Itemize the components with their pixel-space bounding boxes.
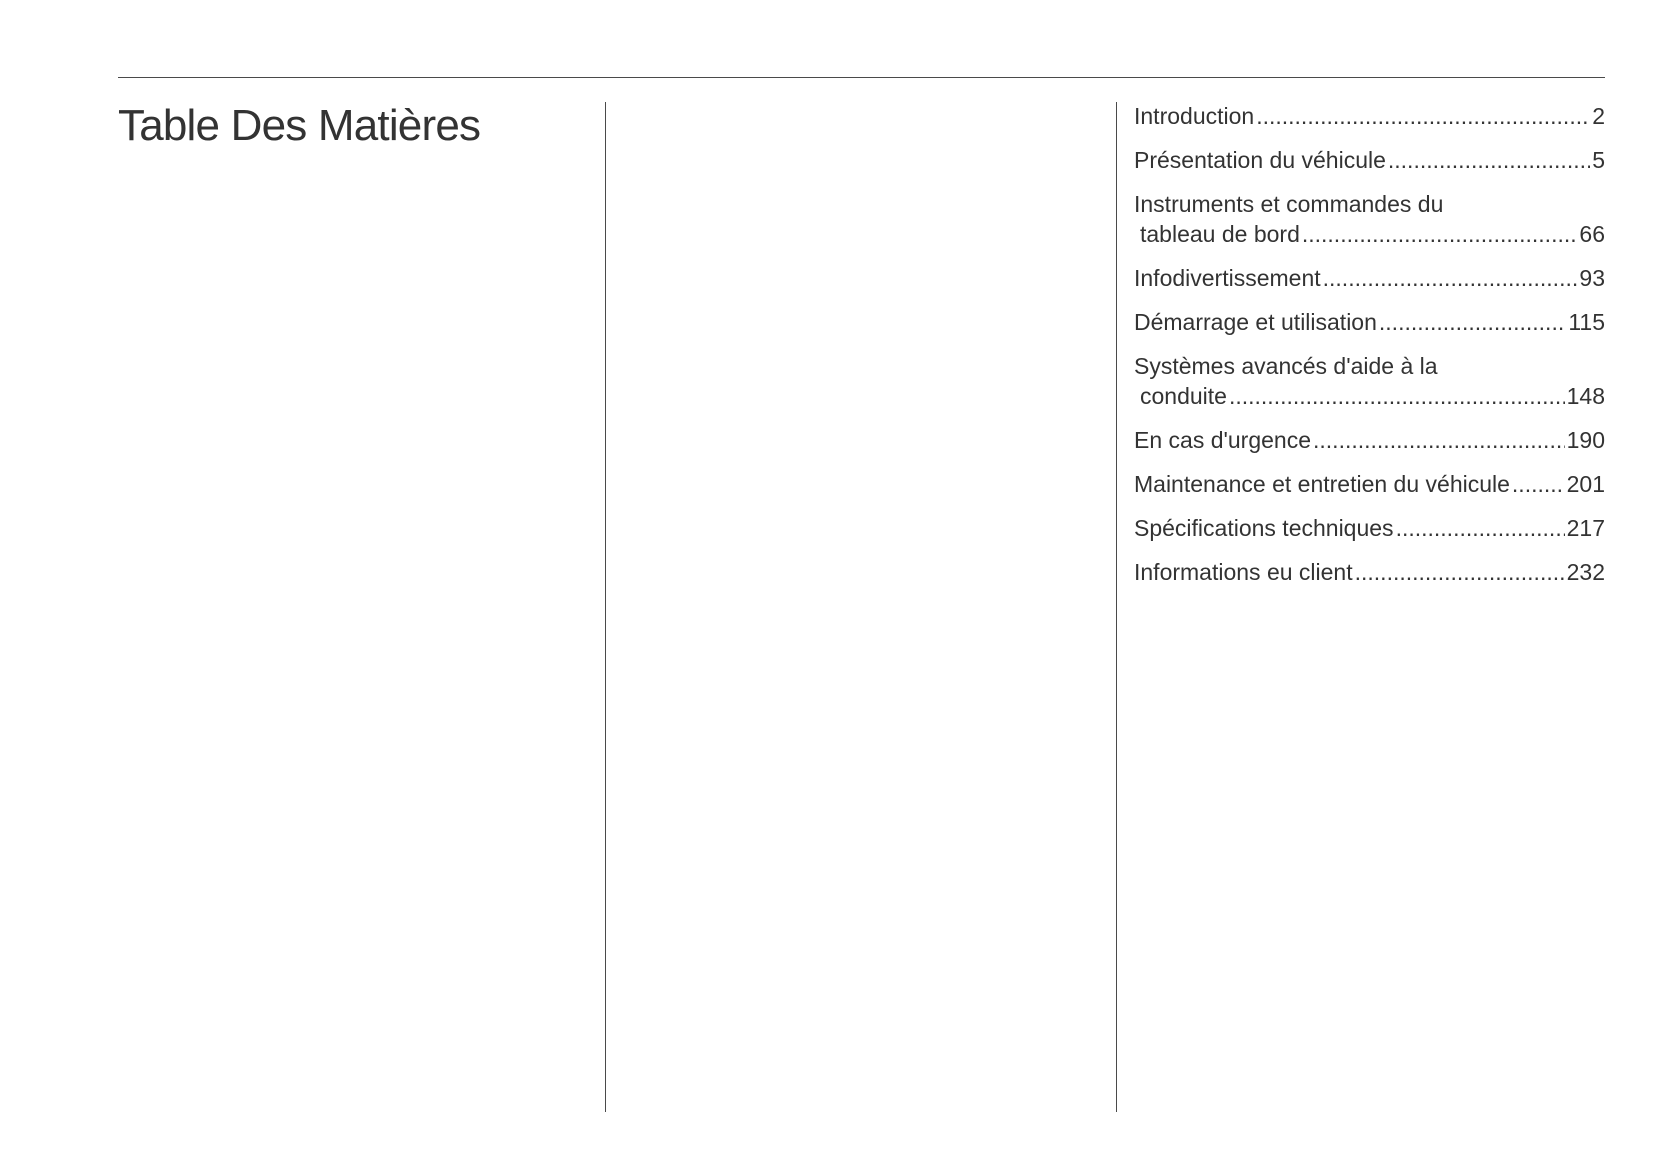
toc-entry-label: En cas d'urgence bbox=[1134, 427, 1312, 453]
toc-page-number: 5 bbox=[1592, 147, 1605, 173]
toc-entry-introduction[interactable] bbox=[1134, 101, 1605, 131]
toc-entry-label: Spécifications techniques bbox=[1134, 515, 1394, 541]
toc-page-number: 201 bbox=[1566, 471, 1605, 497]
column-divider-right bbox=[1116, 102, 1117, 1112]
toc-leader-dots bbox=[1396, 513, 1565, 543]
table-of-contents bbox=[1134, 101, 1605, 601]
toc-entry-label: conduite bbox=[1140, 383, 1227, 409]
toc-entry-informations-client[interactable] bbox=[1134, 557, 1605, 587]
toc-leader-dots bbox=[1512, 469, 1565, 499]
column-divider-left bbox=[605, 102, 606, 1112]
toc-page-number: 66 bbox=[1579, 221, 1605, 247]
toc-entry-en-cas-urgence[interactable] bbox=[1134, 425, 1605, 455]
toc-entry-systemes-aide-conduite[interactable] bbox=[1134, 351, 1605, 411]
page-title: Table Des Matières bbox=[118, 101, 481, 150]
toc-leader-dots bbox=[1302, 219, 1578, 249]
toc-entry-label: Informations eu client bbox=[1134, 559, 1353, 585]
toc-entry-label: Introduction bbox=[1134, 103, 1255, 129]
toc-entry-infodivertissement[interactable] bbox=[1134, 263, 1605, 293]
toc-leader-dots bbox=[1229, 381, 1565, 411]
toc-page-number: 217 bbox=[1566, 515, 1605, 541]
toc-entry-label: Maintenance et entretien du véhicule bbox=[1134, 471, 1510, 497]
toc-leader-dots bbox=[1323, 263, 1578, 293]
toc-leader-dots bbox=[1379, 307, 1566, 337]
toc-entry-demarrage-utilisation[interactable] bbox=[1134, 307, 1605, 337]
toc-entry-instruments-commandes[interactable] bbox=[1134, 189, 1605, 249]
toc-leader-dots bbox=[1256, 101, 1590, 131]
toc-entry-label: Infodivertissement bbox=[1134, 265, 1321, 291]
toc-entry-label: Présentation du véhicule bbox=[1134, 147, 1386, 173]
toc-entry-label-line1: Instruments et commandes du bbox=[1134, 191, 1444, 217]
toc-page-number: 2 bbox=[1592, 103, 1605, 129]
header-rule bbox=[118, 77, 1605, 78]
toc-leader-dots bbox=[1355, 557, 1565, 587]
toc-entry-label: tableau de bord bbox=[1140, 221, 1300, 247]
toc-leader-dots bbox=[1313, 425, 1565, 455]
toc-page-number: 232 bbox=[1566, 559, 1605, 585]
toc-entry-maintenance-entretien[interactable] bbox=[1134, 469, 1605, 499]
toc-entry-label: Démarrage et utilisation bbox=[1134, 309, 1377, 335]
toc-page-number: 93 bbox=[1579, 265, 1605, 291]
toc-page-number: 115 bbox=[1568, 309, 1605, 335]
toc-leader-dots bbox=[1388, 145, 1590, 175]
toc-entry-presentation-vehicule[interactable] bbox=[1134, 145, 1605, 175]
toc-entry-label-line1: Systèmes avancés d'aide à la bbox=[1134, 353, 1438, 379]
toc-page-number: 190 bbox=[1566, 427, 1605, 453]
toc-entry-specifications-techniques[interactable] bbox=[1134, 513, 1605, 543]
toc-page-number: 148 bbox=[1566, 383, 1605, 409]
